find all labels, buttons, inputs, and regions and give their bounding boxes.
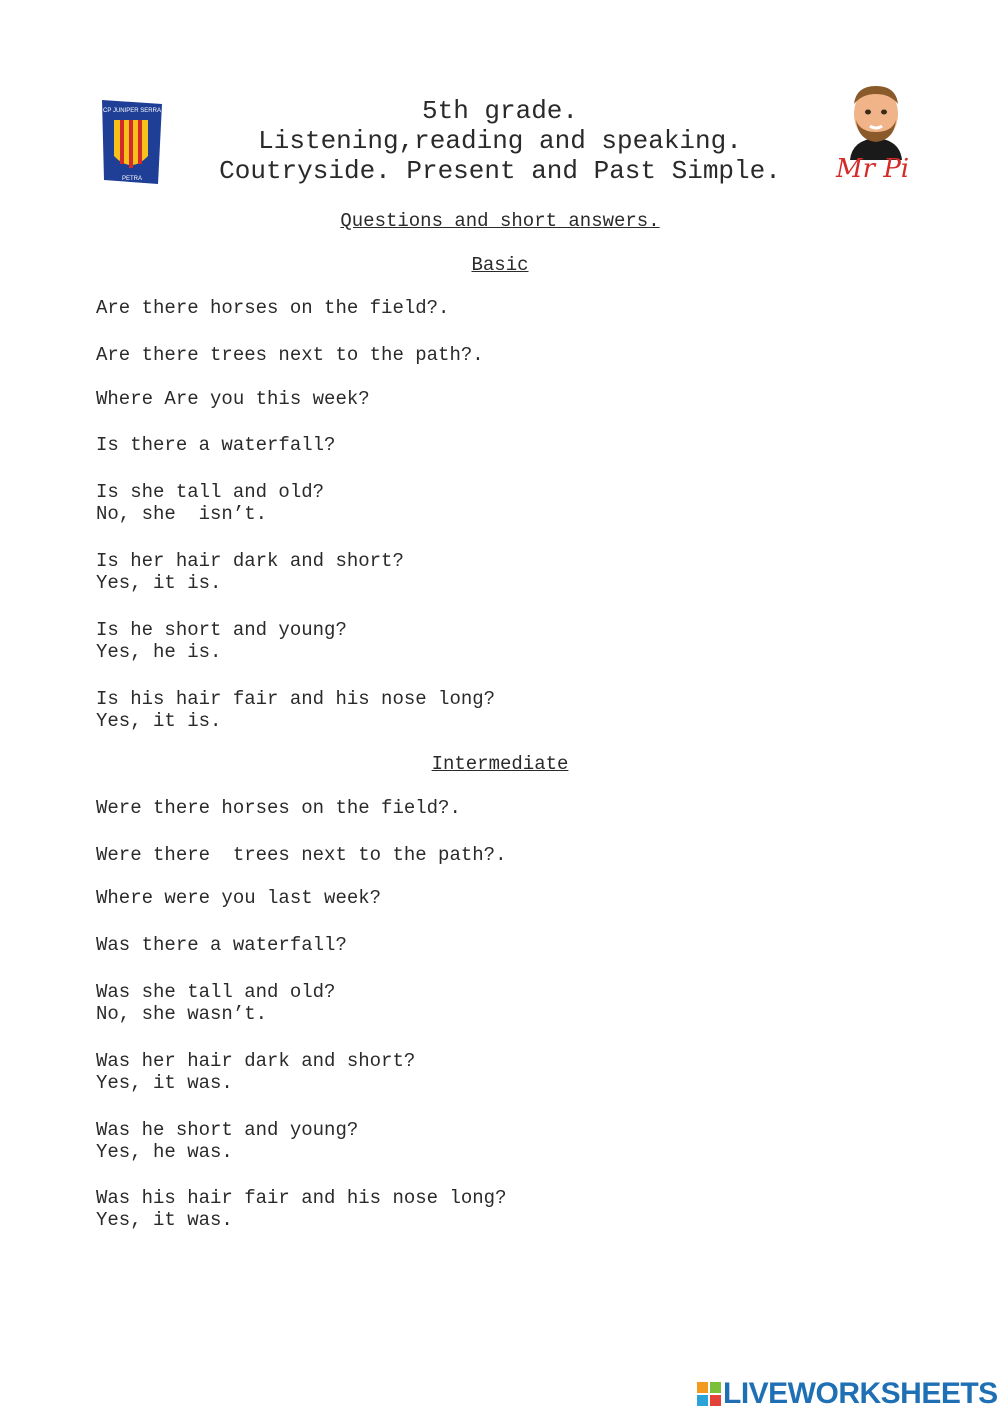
school-logo-top-text: CP JUNIPER SERRA: [103, 108, 161, 114]
question: Were there horses on the field?.: [96, 797, 461, 819]
title-line-grade: 5th grade.: [421, 96, 579, 126]
answer: Yes, it was.: [96, 1209, 233, 1231]
liveworksheets-logo-icon: [697, 1382, 721, 1406]
answer: No, she wasn’t.: [96, 1003, 268, 1025]
answer: Yes, it was.: [96, 1072, 233, 1094]
teacher-signature: Mr Pi: [836, 154, 910, 184]
teacher-avatar: [842, 80, 910, 160]
section-title-intermediate: Intermediate: [431, 753, 569, 775]
liveworksheets-brand-text: LIVEWORKSHEETS: [723, 1377, 998, 1410]
question: Where Are you this week?: [96, 388, 370, 410]
liveworksheets-brand: [697, 1377, 998, 1411]
question: Is there a waterfall?: [96, 434, 336, 456]
title-line-topic: Coutryside. Present and Past Simple.: [219, 156, 781, 186]
question: Are there horses on the field?.: [96, 297, 450, 319]
section-title-basic: Basic: [471, 254, 529, 276]
answer: Yes, he is.: [96, 641, 222, 663]
answer: Yes, it is.: [96, 710, 222, 732]
teacher-avatar-icon: [842, 80, 910, 160]
question: Was her hair dark and short?: [96, 1050, 416, 1072]
question: Was he short and young?: [96, 1119, 359, 1141]
answer: No, she isn’t.: [96, 503, 268, 525]
question: Is he short and young?: [96, 619, 347, 641]
question: Where were you last week?: [96, 887, 382, 909]
question: Is she tall and old?: [96, 481, 325, 503]
question: Are there trees next to the path?.: [96, 344, 484, 366]
question: Is his hair fair and his nose long?: [96, 688, 496, 710]
question: Were there trees next to the path?.: [96, 844, 507, 866]
title-line-skills: Listening,reading and speaking.: [258, 126, 742, 156]
question: Is her hair dark and short?: [96, 550, 404, 572]
question: Was she tall and old?: [96, 981, 336, 1003]
answer: Yes, he was.: [96, 1141, 233, 1163]
page-subtitle: Questions and short answers.: [340, 210, 660, 232]
question: Was there a waterfall?: [96, 934, 347, 956]
school-logo-bottom-text: PETRA: [121, 176, 143, 182]
answer: Yes, it is.: [96, 572, 222, 594]
question: Was his hair fair and his nose long?: [96, 1187, 507, 1209]
